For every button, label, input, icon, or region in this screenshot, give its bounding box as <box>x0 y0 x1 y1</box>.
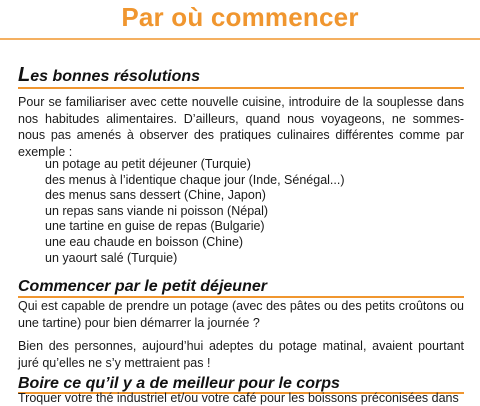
examples-list <box>45 157 345 266</box>
section-heading-drink: Boire ce qu’il y a de meilleur pour le corps <box>18 375 340 392</box>
list-item: un repas sans viande ni poisson (Népal) <box>45 203 269 218</box>
drink-paragraph-partial: Troquer votre thé industriel et/ou votre café pour les boissons préconisées dans <box>18 391 459 405</box>
title-divider <box>0 38 480 40</box>
list-item: des menus à l’identique chaque jour (Inde, Sénégal...) <box>45 172 345 187</box>
heading-rest: es bonnes résolutions <box>30 68 201 85</box>
list-item: une eau chaude en boisson (Chine) <box>45 234 244 249</box>
section-heading-resolutions <box>18 66 200 86</box>
section-heading-breakfast: Commencer par le petit déjeuner <box>18 278 267 295</box>
list-item: un yaourt salé (Turquie) <box>45 250 178 265</box>
breakfast-paragraph-1: Qui est capable de prendre un potage (avec des pâtes ou des petits croûtons ou une tartine) pour bien démarrer la journée ? <box>18 299 464 330</box>
page-title: Par où commencer <box>121 2 359 32</box>
section-divider-resolutions <box>18 87 464 89</box>
breakfast-paragraph-2: Bien des personnes, aujourd’hui adeptes du potage matinal, avaient pourtant juré qu’elles ne s’y mettraient pas ! <box>18 339 464 370</box>
list-item: des menus sans dessert (Chine, Japon) <box>45 188 266 203</box>
intro-paragraph: Pour se familiariser avec cette nouvelle cuisine, introduire de la souplesse dans nos habitudes alimentaires. D’ailleurs, quand nous voyageons, ne sommes-nous pas amenés à observer des pratiques culinaires différentes comme par exemple : <box>18 95 464 159</box>
list-item: une tartine en guise de repas (Bulgarie) <box>45 219 265 234</box>
list-item: un potage au petit déjeuner (Turquie) <box>45 157 251 171</box>
heading-drop-letter: L <box>18 64 31 86</box>
